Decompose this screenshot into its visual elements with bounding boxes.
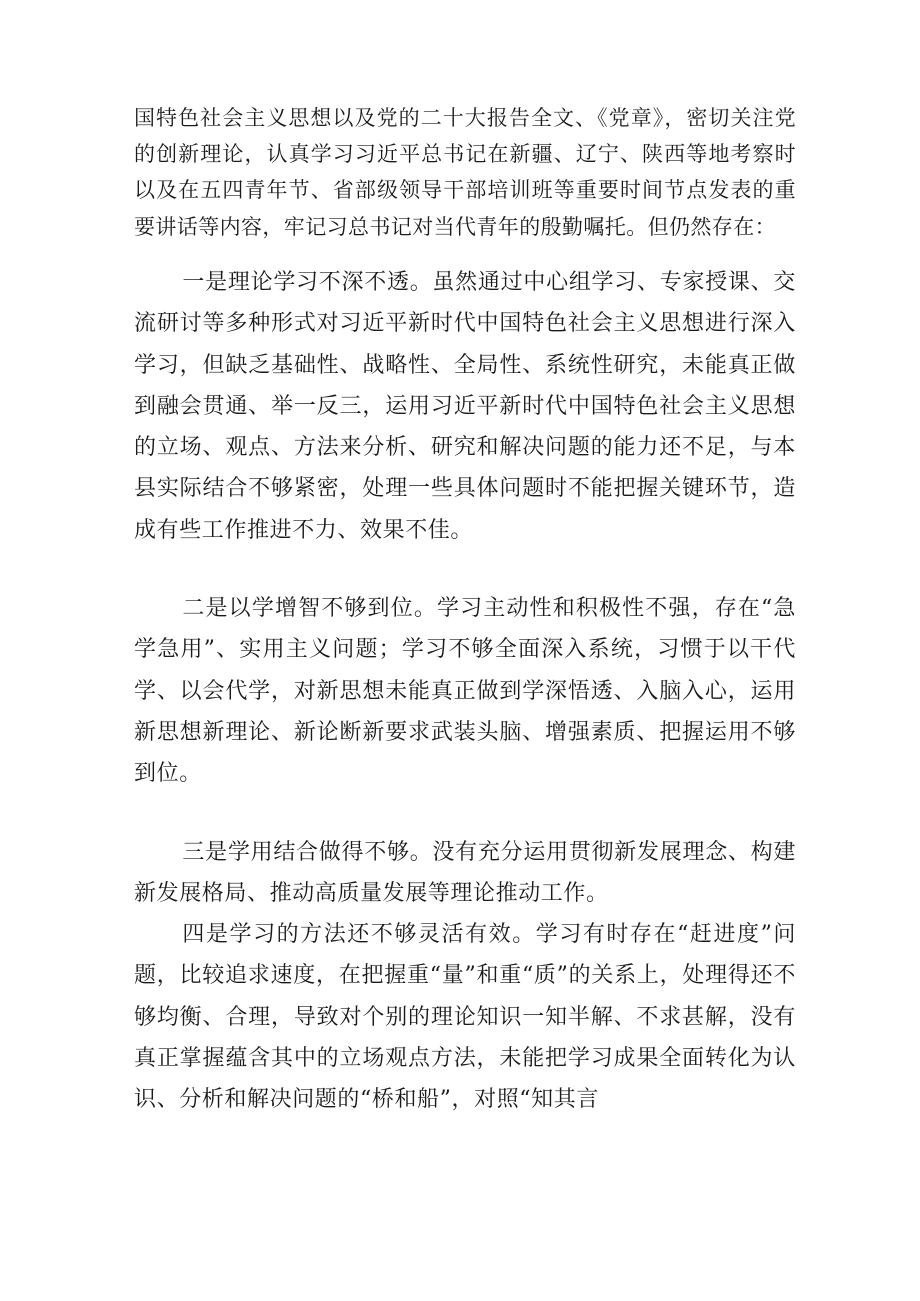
paragraph-learning-wisdom: 二是以学增智不够到位。学习主动性和积极性不强，存在“急学急用”、实用主义问题；学习不够全面深入系统，习惯于以干代学、以会代学，对新思想未能真正做到学深悟透、入脑入心，运用新思想新理论、新论断新要求武装头脑、增强素质、把握运用不够到位。: [134, 596, 796, 787]
paragraph-study-method: 四是学习的方法还不够灵活有效。学习有时存在“赶进度”问题，比较追求速度，在把握重“量”和重“质”的关系上，处理得还不够均衡、合理，导致对个别的理论知识一知半解、不求甚解，没有真正掌握蕴含其中的立场观点方法，未能把学习成果全面转化为认识、分析和解决问题的“桥和船”，对照“知其言: [134, 922, 796, 1113]
paragraph-theory-study: 一是理论学习不深不透。虽然通过中心组学习、专家授课、交流研讨等多种形式对习近平新时代中国特色社会主义思想进行深入学习，但缺乏基础性、战略性、全局性、系统性研究，未能真正做到融会贯通、举一反三，运用习近平新时代中国特色社会主义思想的立场、观点、方法来分析、研究和解决问题的能力还不足，与本县实际结合不够紧密，处理一些具体问题时不能把握关键环节，造成有些工作推进不力、效果不佳。: [134, 270, 796, 543]
intro-paragraph: 国特色社会主义思想以及党的二十大报告全文、《党章》，密切关注党的创新理论，认真学习习近平总书记在新疆、辽宁、陕西等地考察时以及在五四青年节、省部级领导干部培训班等重要时间节点发表的重要讲话等内容，牢记习总书记对当代青年的殷勤嘱托。但仍然存在：: [134, 106, 796, 239]
paragraph-study-application: 三是学用结合做得不够。没有充分运用贯彻新发展理念、构建新发展格局、推动高质量发展等理论推动工作。: [134, 840, 796, 907]
